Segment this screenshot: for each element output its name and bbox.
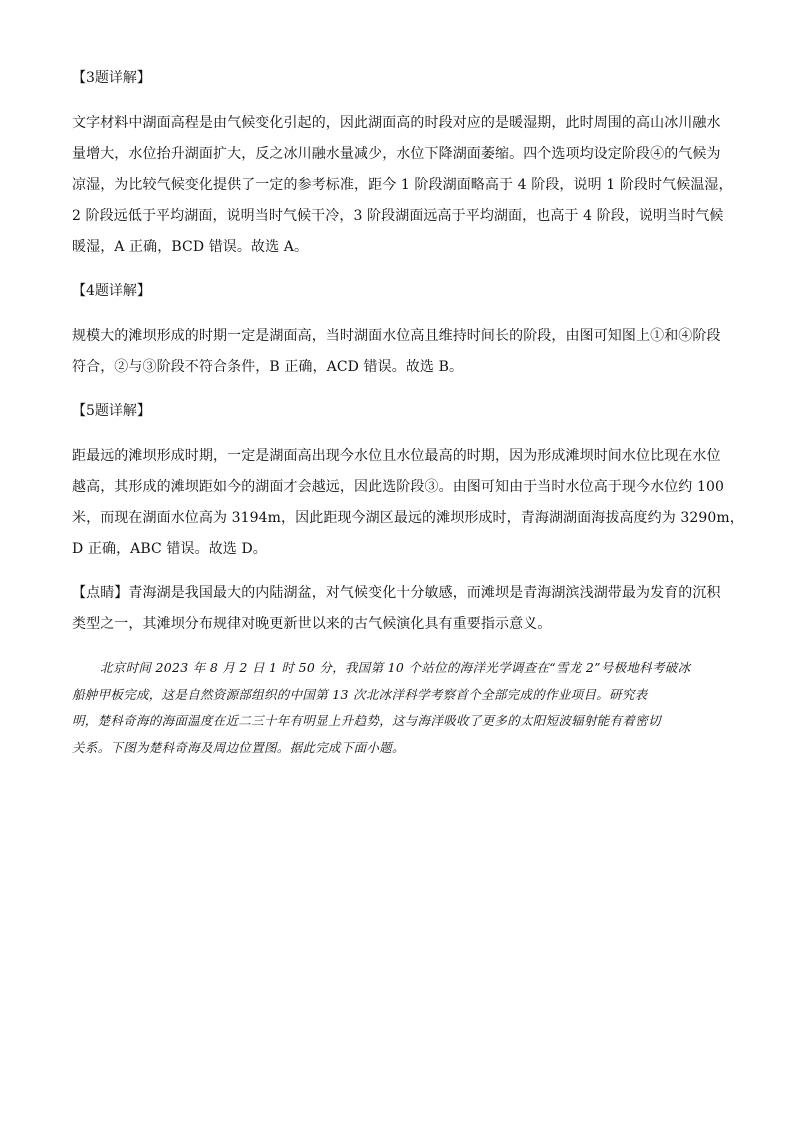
text-line: 北京时间 2023 年 8 月 2 日 1 时 50 分，我国第 10 个站位的海洋光学调查在“雪龙 2”号极地科考破冰 bbox=[100, 660, 691, 675]
text-line: 2 阶段远低于平均湖面，说明当时气候干冷，3 阶段湖面远高于平均湖面，也高于 4 阶段，说明当时气候 bbox=[72, 208, 724, 224]
text-line: 规模大的滩坝形成的时期一定是湖面高，当时湖面水位高且维持时间长的阶段，由图可知图上①和④阶段 bbox=[72, 328, 721, 344]
text-line: 距最远的滩坝形成时期，一定是湖面高出现今水位且水位最高的时期，因为形成滩坝时间水位比现在水位 bbox=[72, 448, 721, 464]
text-line: 【点睛】青海湖是我国最大的内陆湖盆，对气候变化十分敏感，而滩坝是青海湖滨浅湖带最为发育的沉积 bbox=[72, 585, 721, 601]
section-heading-5: 【5题详解】 bbox=[72, 403, 151, 419]
section-heading-3: 【3题详解】 bbox=[72, 70, 151, 86]
text-line: D 正确，ABC 错误。故选 D。 bbox=[72, 541, 267, 557]
text-line: 凉湿，为比较气候变化提供了一定的参考标准，距今 1 阶段湖面略高于 4 阶段，说明 1 阶段时气候温湿， bbox=[72, 177, 733, 193]
text-line: 明，楚科奇海的海面温度在近二三十年有明显上升趋势，这与海洋吸收了更多的太阳短波辐射能有着密切 bbox=[72, 713, 661, 728]
section-body-5 bbox=[72, 441, 744, 565]
text-line: 类型之一，其滩坝分布规律对晚更新世以来的古气候演化具有重要指示意义。 bbox=[72, 616, 552, 632]
text-line: 暖湿，A 正确，BCD 错误。故选 A。 bbox=[72, 239, 309, 255]
text-line: 量增大，水位抬升湖面扩大，反之冰川融水量减少，水位下降湖面萎缩。四个选项均设定阶段④的气候为 bbox=[72, 146, 721, 162]
text-line: 符合，②与③阶段不符合条件，B 正确，ACD 错误。故选 B。 bbox=[72, 359, 464, 375]
question-intro bbox=[72, 655, 732, 761]
section-heading-4: 【4题详解】 bbox=[72, 283, 151, 299]
text-line: 米，而现在湖面水位高为 3194m，因此距现今湖区最远的滩坝形成时，青海湖湖面海拔高度约为 3290m， bbox=[72, 510, 744, 526]
text-line: 越高，其形成的滩坝距如今的湖面才会越远，因此选阶段③。由图可知由于当时水位高于现今水位约 100 bbox=[72, 479, 724, 495]
dianjing-note bbox=[72, 578, 724, 640]
section-body-3 bbox=[72, 108, 733, 263]
text-line: 关系。下图为楚科奇海及周边位置图。据此完成下面小题。 bbox=[72, 739, 405, 755]
section-body-4 bbox=[72, 321, 724, 383]
text-line: 船舯甲板完成，这是自然资源部组织的中国第 13 次北冰洋科学考察首个全部完成的作业项目。研究表 bbox=[72, 686, 648, 702]
text-line: 文字材料中湖面高程是由气候变化引起的，因此湖面高的时段对应的是暖湿期，此时周围的高山冰川融水 bbox=[72, 115, 721, 131]
